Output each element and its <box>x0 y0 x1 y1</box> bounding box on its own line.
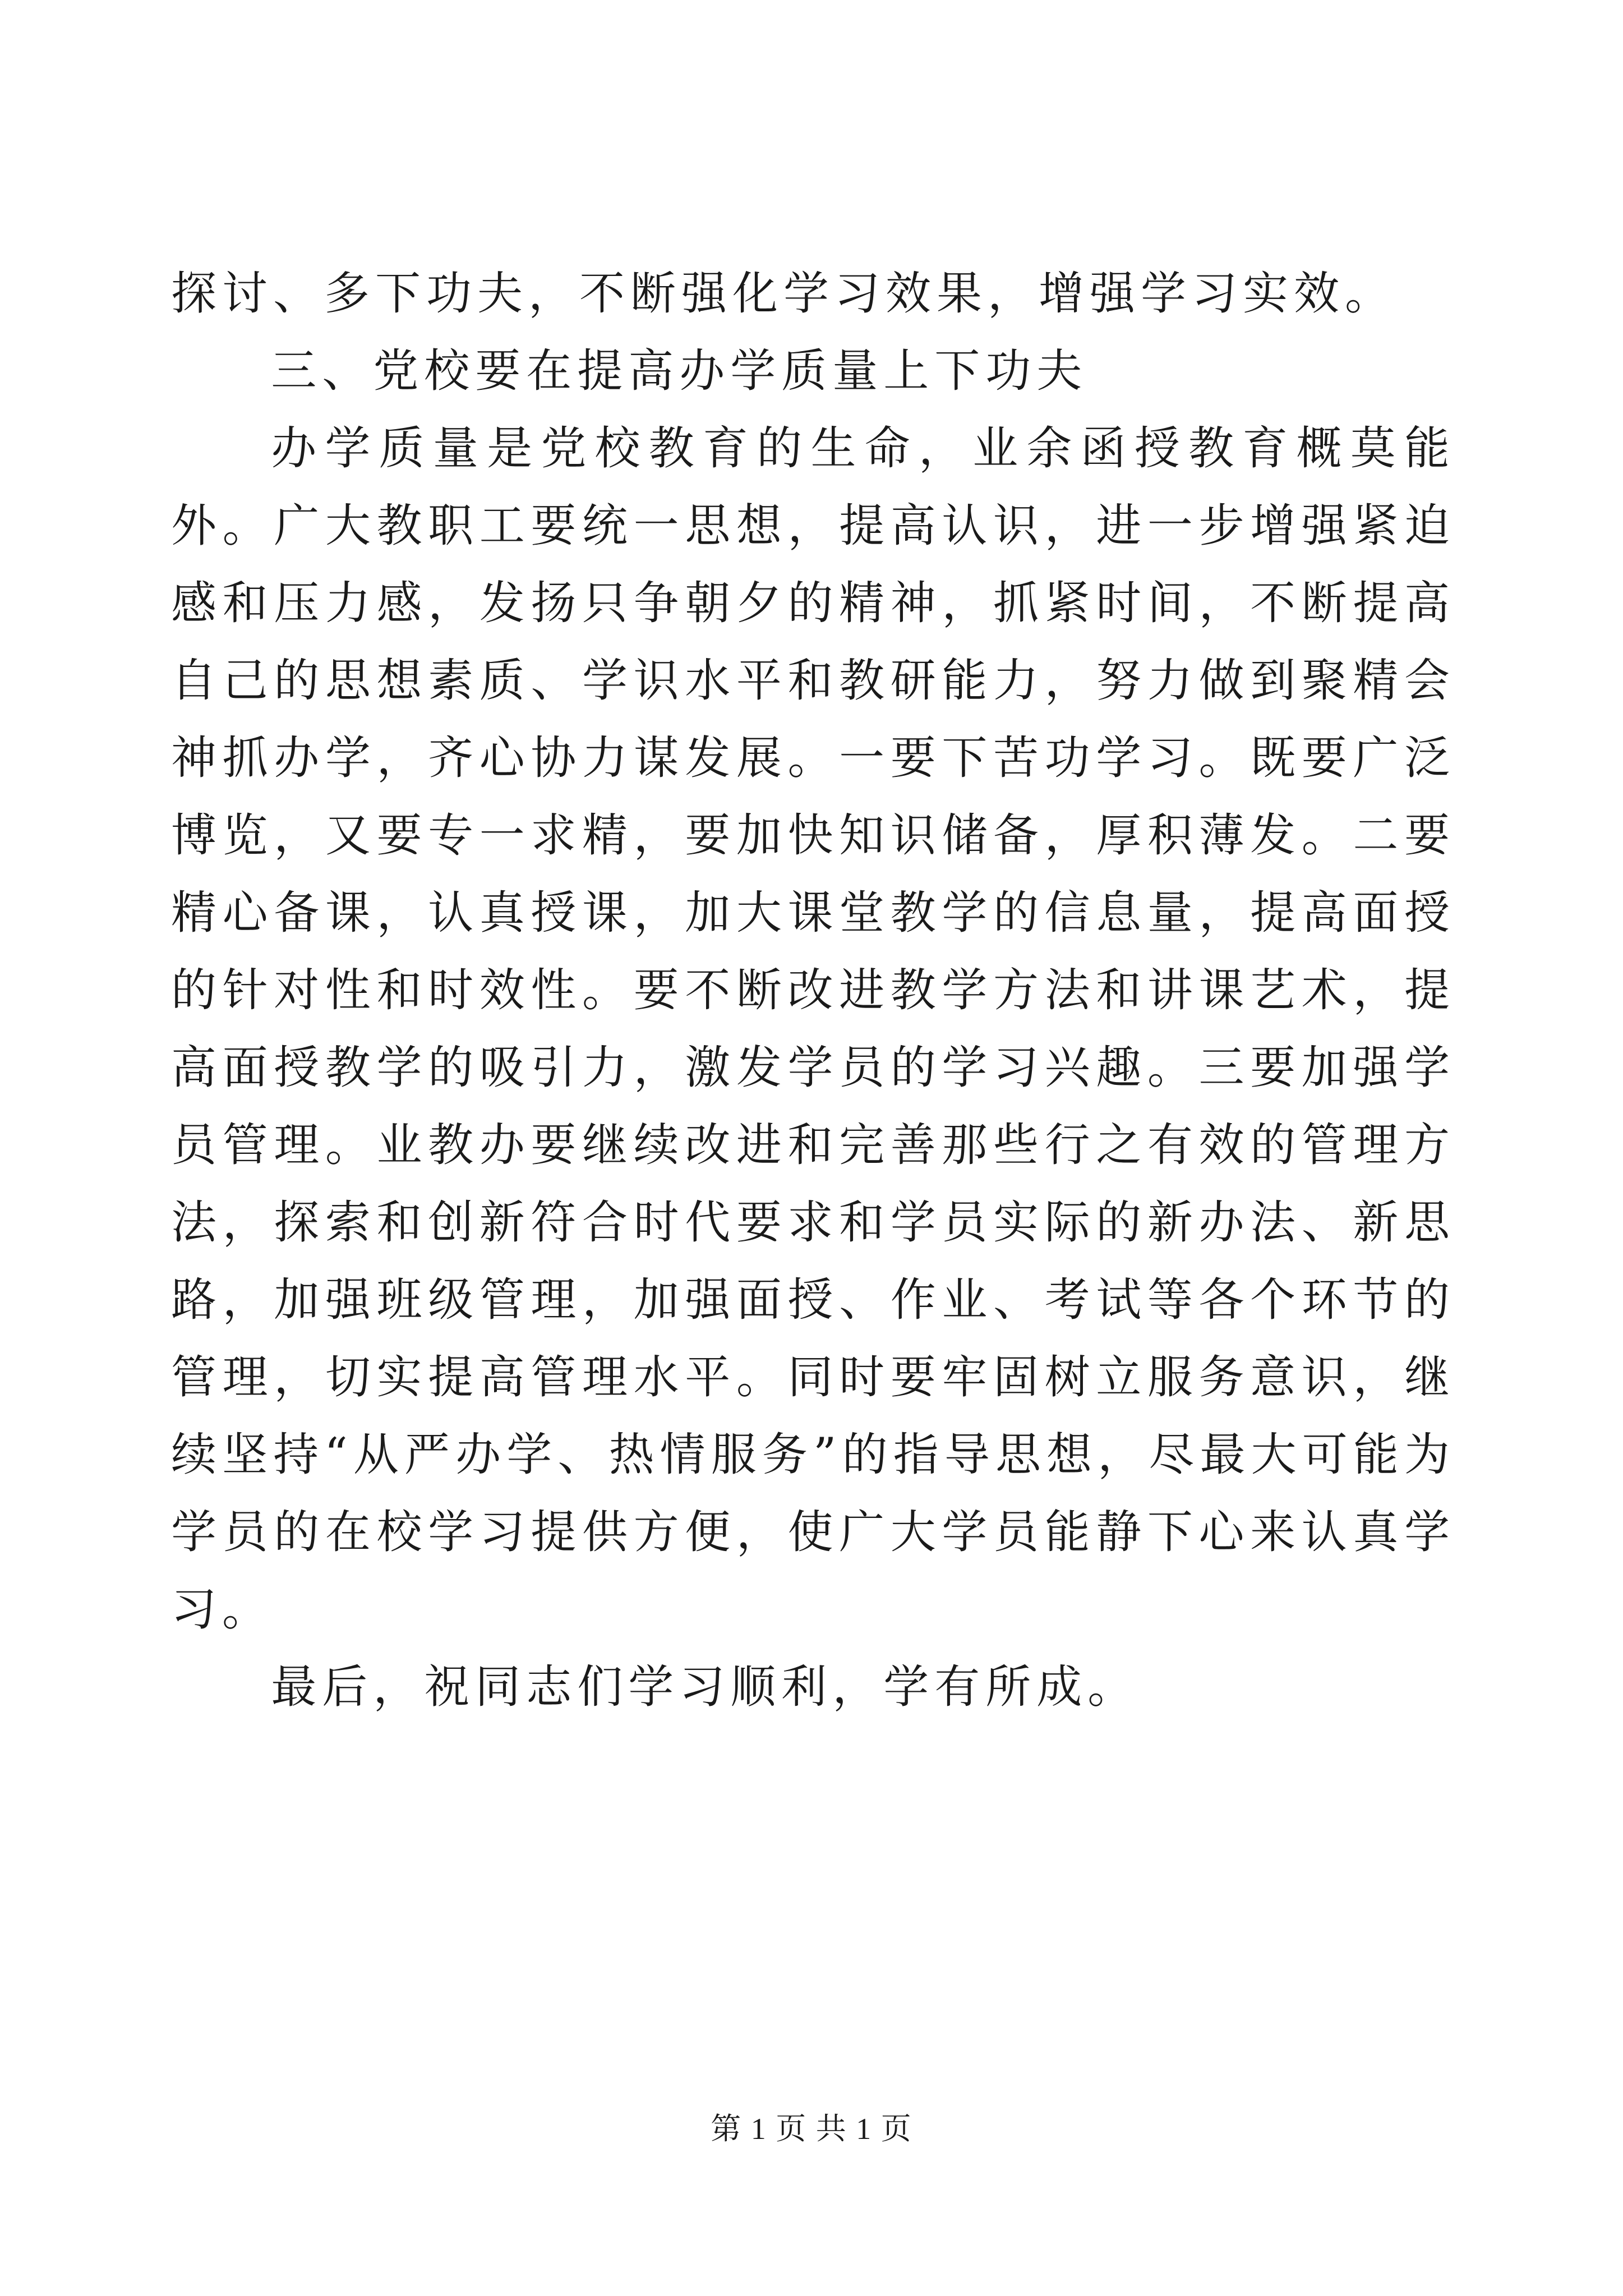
page-footer: 第 1 页 共 1 页 <box>711 2112 912 2146</box>
document-body <box>171 255 1455 1726</box>
section-heading: 三、党校要在提高办学质量上下功夫 <box>271 345 1088 398</box>
paragraph-continuation: 探讨、多下功夫，不断强化学习效果，增强学习实效。 <box>171 268 1396 320</box>
paragraph-body: 办学质量是党校教育的生命，业余函授教育概莫能外。广大教职工要统一思想，提高认识，进一步增强紧迫感和压力感，发扬只争朝夕的精神，抓紧时间，不断提高自己的思想素质、学识水平和教研能力，努力做到聚精会神抓办学，齐心协力谋发展。一要下苦功学习。既要广泛博览，又要专一求精，要加快知识储备，厚积薄发。二要精心备课，认真授课，加大课堂教学的信息量，提高面授的针对性和时效性。要不断改进教学方法和讲课艺术，提高面授教学的吸引力，激发学员的学习兴趣。三要加强学员管理。业教办要继续改进和完善那些行之有效的管理方法，探索和创新符合时代要求和学员实际的新办法、新思路，加强班级管理，加强面授、作业、考试等各个环节的管理，切实提高管理水平。同时要牢固树立服务意识，继续坚持“从严办学、热情服务”的指导思想，尽最大可能为学员的在校学习提供方便，使广大学员能静下心来认真学习。 <box>171 422 1455 1636</box>
paragraph-closing: 最后，祝同志们学习顺利，学有所成。 <box>271 1661 1139 1714</box>
